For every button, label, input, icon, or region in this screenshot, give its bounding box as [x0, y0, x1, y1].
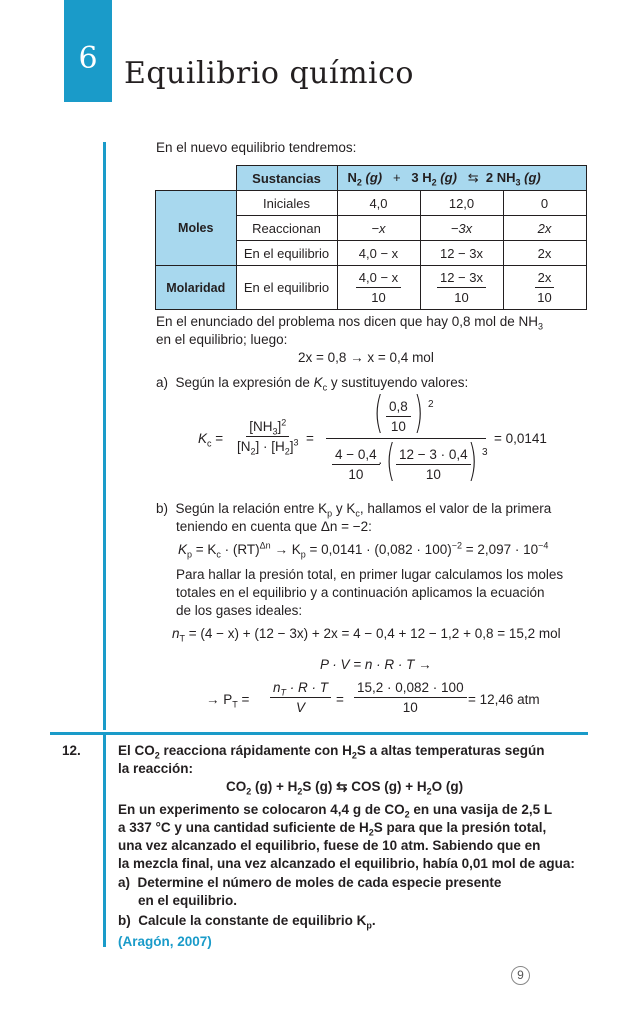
- problem-a: a) Determine el número de moles de cada especie presente: [118, 875, 502, 890]
- problem-p-line3: una vez alcanzado el equilibrio, fuese de 10 atm. Sabiendo que en: [118, 838, 541, 853]
- para1-line2: en el equilibrio; luego:: [156, 332, 288, 347]
- label-molaridad: Molaridad: [156, 266, 237, 310]
- problem-a-cont: en el equilibrio.: [138, 893, 238, 908]
- kp-equation: $K_p = K_c \cdot (RT)^{\Delta n} \to K_p = 0,0141 \cdot (0,082 \cdot 100)^{-2} = 2,097 \cdot 10^{-4}$: [178, 540, 549, 560]
- table-row: Reaccionan −x −3x 2x: [156, 216, 587, 241]
- problem-separator: [50, 732, 588, 735]
- problem-number: 12.: [62, 743, 81, 758]
- pt-equation: → $P_T$ = $\frac{n_T \cdot R \cdot T}{V}$ = $\frac{15,2 \cdot 0,082 \cdot 100}{10}$ = 12,46 atm: [206, 680, 540, 715]
- table-row: En el equilibrio 4,0 − x 12 − 3x 2x: [156, 241, 587, 266]
- intro-text: En el nuevo equilibrio tendremos:: [156, 140, 357, 155]
- problem-reaction: $CO_2$ $(g) + H_2S$ (g) ⇆ COS $(g) + H_2O$ (g): [226, 779, 464, 797]
- chapter-title: Equilibrio químico: [124, 56, 414, 91]
- table-header-sustancias: Sustancias: [236, 166, 337, 191]
- problem-p-line1: En un experimento se colocaron 4,4 g de $CO_2$ en una vasija de 2,5 L: [118, 802, 553, 820]
- chapter-number-box: [64, 0, 112, 102]
- part-b-para-2: totales en el equilibrio y a continuación aplicamos la ecuación: [176, 585, 545, 600]
- part-b-para-3: de los gases ideales:: [176, 603, 303, 618]
- part-b-para-1: Para hallar la presión total, en primer lugar calculamos los moles: [176, 567, 564, 582]
- para1-line1: En el enunciado del problema nos dicen que hay 0,8 mol de $NH_3$: [156, 314, 544, 332]
- label-moles: Moles: [156, 191, 237, 266]
- margin-rule: [103, 142, 106, 730]
- nt-equation: $n_T = (4 - x) + (12 - 3x) + 2x = 4 - 0,4 + 12 - 1,2 + 0,8 = 15,2$ mol: [172, 626, 561, 644]
- problem-line2: la reacción:: [118, 761, 194, 776]
- equation-x: 2x = 0,8 → x = 0,4 mol: [298, 350, 434, 365]
- kc-equation: $K_c$ = $\frac{[NH_3]^2}{[N_2] \cdot [H_2]^3}$ = ( $\frac{0,8}{10}$ ) 2 $\frac{4 - 0,4}{10}$ · ( $\frac{12 - 3 \cdot 0,4}{10}$ ) 3 = 0,0141: [198, 387, 547, 486]
- part-a-text: a) Según la expresión de $K_c$ y sustituyendo valores:: [156, 375, 469, 393]
- problem-line1: El $CO_2$ reacciona rápidamente con $H_2S$ a altas temperaturas según: [118, 743, 545, 761]
- page-number: 9: [511, 966, 530, 985]
- problem-margin-rule: [103, 735, 106, 947]
- table-header-reaction: $N_2$ (g) + 3 $H_2$ (g) ⇆ 2 $NH_3$ (g): [337, 166, 586, 191]
- equilibrium-table: [155, 165, 587, 310]
- problem-p-line2: a 337 °C y una cantidad suficiente de $H_2S$ para que la presión total,: [118, 820, 547, 838]
- problem-p-line4: la mezcla final, una vez alcanzado el equilibrio, había 0,01 mol de agua:: [118, 856, 575, 871]
- pv-equation: P · V = n · R · T →: [320, 657, 432, 672]
- table-row: Molaridad En el equilibrio $\frac{4,0 - x}{10}$ $\frac{12 - 3x}{10}$ $\frac{2x}{10}$: [156, 266, 587, 310]
- table-row: Moles Iniciales 4,0 12,0 0: [156, 191, 587, 216]
- big-fraction-line: [326, 438, 486, 439]
- problem-b: b) Calcule la constante de equilibrio $K_p$.: [118, 913, 376, 931]
- chapter-number: 6: [78, 41, 98, 76]
- problem-source: (Aragón, 2007): [118, 934, 212, 949]
- part-b-line1: b) Según la relación entre $K_p$ y $K_c$, hallamos el valor de la primera: [156, 501, 552, 519]
- part-b-line2: teniendo en cuenta que Δn = −2:: [176, 519, 372, 534]
